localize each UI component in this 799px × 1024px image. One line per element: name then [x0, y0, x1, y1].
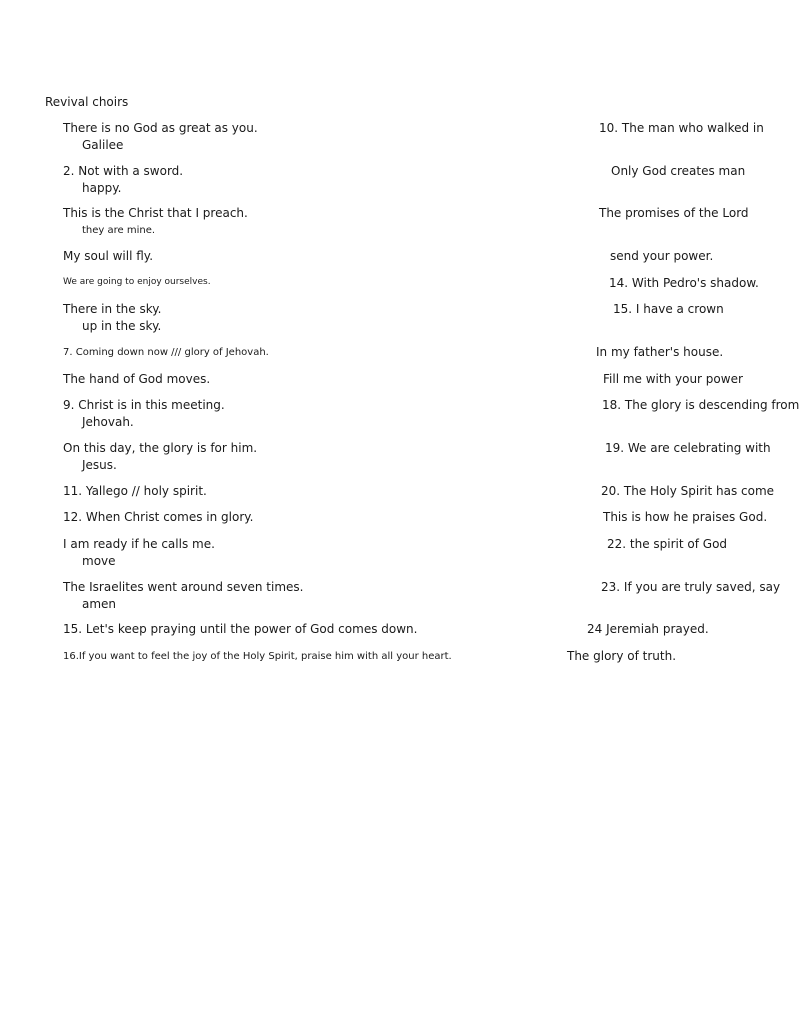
left-item-cont: they are mine.	[82, 225, 156, 236]
left-item-cont: amen	[82, 597, 117, 611]
left-item-line: 15. Let's keep praying until the power of God comes down.	[63, 622, 418, 636]
right-item-23: 23. If you are truly saved, say	[601, 580, 781, 594]
left-item-1	[63, 120, 258, 154]
left-item-line: 12. When Christ comes in glory.	[63, 510, 254, 524]
left-item-cont: Jehovah.	[82, 415, 134, 429]
left-item-line: 2. Not with a sword.	[63, 164, 184, 178]
right-item-22: 22. the spirit of God	[607, 537, 728, 551]
left-item-line: 7. Coming down now /// glory of Jehovah.	[63, 347, 269, 358]
left-item-15	[63, 621, 417, 638]
left-item-line: 9. Christ is in this meeting.	[63, 398, 225, 412]
right-item-21: This is how he praises God.	[603, 510, 768, 524]
right-item-18: 18. The glory is descending from	[602, 398, 799, 412]
left-item-line: There is no God as great as you.	[63, 121, 258, 135]
left-item-16	[63, 648, 452, 665]
left-item-line: The Israelites went around seven times.	[63, 580, 304, 594]
right-item-24: 24 Jeremiah prayed.	[587, 622, 709, 636]
left-item-8	[63, 371, 210, 388]
right-item-20: 20. The Holy Spirit has come	[601, 484, 775, 498]
left-item-line: There in the sky.	[63, 302, 162, 316]
left-item-12	[63, 509, 253, 526]
left-item-cont: up in the sky.	[82, 319, 162, 333]
left-item-cont: Galilee	[82, 138, 124, 152]
right-item-25: The glory of truth.	[567, 649, 677, 663]
left-item-14	[63, 579, 303, 613]
right-item-12: The promises of the Lord	[599, 206, 749, 220]
left-item-2	[63, 163, 183, 197]
left-item-9	[63, 397, 225, 431]
left-item-line: On this day, the glory is for him.	[63, 441, 258, 455]
left-item-line: The hand of God moves.	[63, 372, 211, 386]
right-item-15: 15. I have a crown	[613, 302, 724, 316]
right-item-14: 14. With Pedro's shadow.	[609, 276, 759, 290]
left-item-cont: Jesus.	[82, 458, 117, 472]
document-title: Revival choirs	[45, 95, 129, 109]
right-item-17: Fill me with your power	[603, 372, 743, 386]
right-item-19: 19. We are celebrating with	[605, 441, 771, 455]
left-item-line: 16.If you want to feel the joy of the Holy Spirit, praise him with all your heart.	[63, 651, 452, 662]
left-item-10	[63, 440, 257, 474]
left-item-line: 11. Yallego // holy spirit.	[63, 484, 207, 498]
left-item-cont: move	[82, 554, 116, 568]
right-item-16: In my father's house.	[596, 345, 724, 359]
left-item-4	[63, 248, 153, 265]
left-item-cont: happy.	[82, 181, 122, 195]
left-item-11	[63, 483, 207, 500]
right-item-10: 10. The man who walked in	[599, 121, 764, 135]
right-item-11: Only God creates man	[611, 164, 746, 178]
left-item-line: This is the Christ that I preach.	[63, 206, 248, 220]
left-item-line: I am ready if he calls me.	[63, 537, 215, 551]
left-item-13	[63, 536, 215, 570]
left-item-line: My soul will fly.	[63, 249, 154, 263]
left-item-3	[63, 205, 248, 239]
right-item-13: send your power.	[610, 249, 714, 263]
left-item-line: We are going to enjoy ourselves.	[63, 277, 211, 287]
left-item-6	[63, 301, 161, 335]
left-item-7	[63, 344, 269, 361]
left-item-5	[63, 274, 211, 291]
